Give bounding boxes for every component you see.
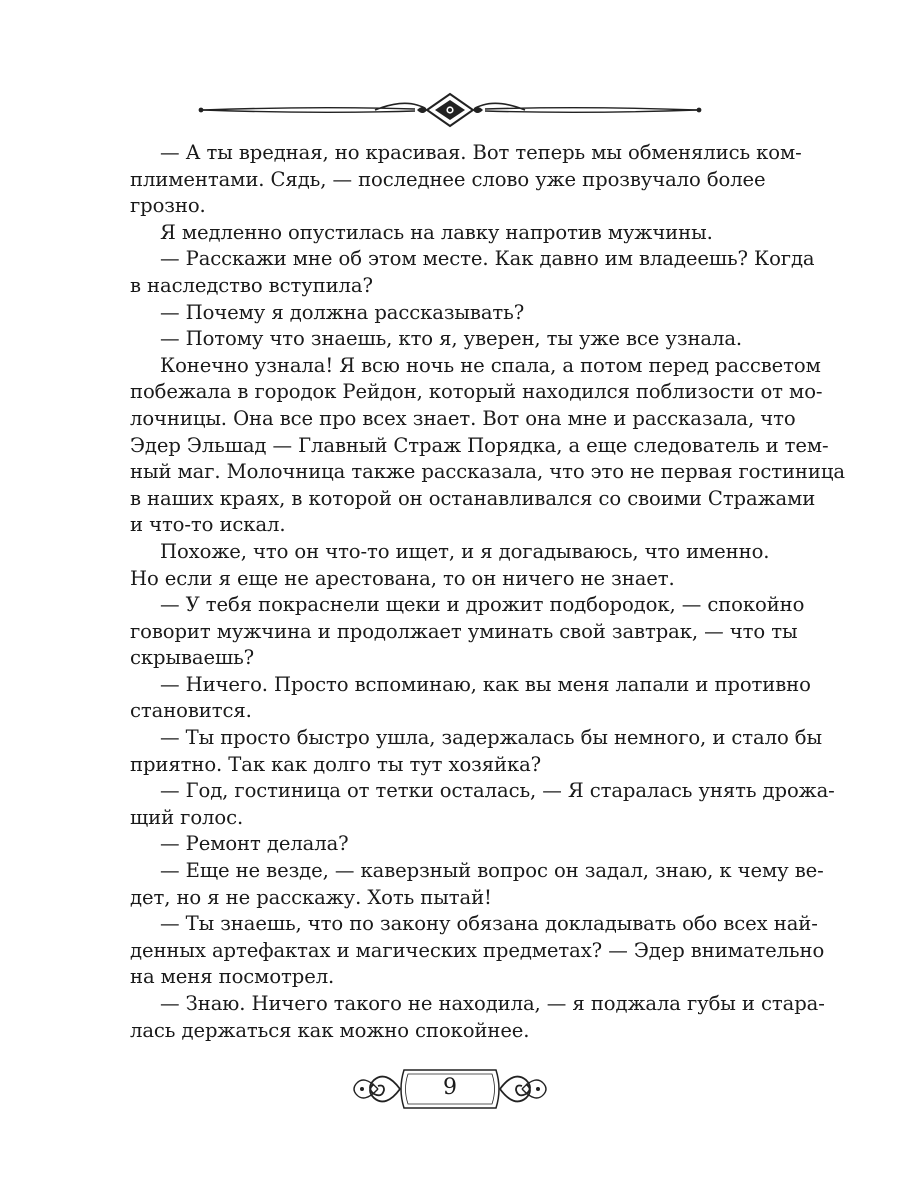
- text-line: дет, но я не расскажу. Хоть пытай!: [130, 885, 492, 909]
- paragraph: [130, 326, 758, 353]
- paragraph: [130, 300, 758, 327]
- text-line: приятно. Так как долго ты тут хозяйка?: [130, 752, 542, 776]
- text-line: Но если я еще не арестована, то он ничего не знает.: [130, 566, 675, 590]
- paragraph: [130, 858, 824, 911]
- text-line: — Потому что знаешь, кто я, уверен, ты уже все узнала.: [160, 327, 743, 351]
- text-line: в наследство вступила?: [130, 273, 373, 297]
- text-line: — Год, гостиница от тетки осталась, — Я старалась унять дрожа-: [160, 779, 835, 803]
- page-number: 9: [443, 1075, 457, 1100]
- text-line: — Еще не везде, — каверзный вопрос он задал, знаю, к чему ве-: [160, 859, 824, 883]
- text-line: — Знаю. Ничего такого не находила, — я поджала губы и стара-: [160, 992, 825, 1015]
- text-line: лась держаться как можно спокойнее.: [130, 1018, 530, 1042]
- text-line: Я медленно опустилась на лавку напротив мужчины.: [160, 220, 713, 244]
- text-line: плиментами. Сядь, — последнее слово уже прозвучало более: [130, 167, 766, 191]
- paragraph: [130, 778, 835, 831]
- paragraph: [130, 539, 770, 592]
- text-line: Похоже, что он что-то ищет, и я догадываюсь, что именно.: [160, 539, 770, 563]
- text-line: становится.: [130, 699, 252, 723]
- text-line: говорит мужчина и продолжает уминать свой завтрак, — что ты: [130, 619, 798, 643]
- text-line: денных артефактах и магических предметах? — Эдер внимательно: [130, 938, 825, 962]
- paragraph: [130, 831, 758, 858]
- paragraph: [130, 246, 815, 299]
- text-line: ный маг. Молочница также рассказала, что это не первая гостиница: [130, 460, 845, 484]
- paragraph: [130, 672, 811, 725]
- text-line: — Ты просто быстро ушла, задержалась бы немного, и стало бы: [160, 726, 822, 750]
- paragraph: [130, 592, 805, 672]
- paragraph: [130, 911, 825, 991]
- text-line: — Ничего. Просто вспоминаю, как вы меня лапали и противно: [160, 672, 811, 696]
- text-line: грозно.: [130, 194, 206, 218]
- text-line: — А ты вредная, но красивая. Вот теперь мы обменялись ком-: [160, 141, 802, 164]
- text-line: щий голос.: [130, 805, 244, 829]
- text-line: — Почему я должна рассказывать?: [160, 300, 525, 324]
- text-line: — Расскажи мне об этом месте. Как давно им владеешь? Когда: [160, 247, 815, 271]
- text-line: — У тебя покраснели щеки и дрожит подбородок, — спокойно: [160, 593, 805, 617]
- paragraph: [130, 725, 822, 778]
- text-line: — Ремонт делала?: [160, 832, 349, 856]
- body-text: [130, 140, 845, 1044]
- text-line: лочницы. Она все про всех знает. Вот она мне и рассказала, что: [130, 406, 796, 430]
- text-line: скрываешь?: [130, 646, 255, 670]
- paragraph: [130, 220, 758, 247]
- text-line: Эдер Эльшад — Главный Страж Порядка, а еще следователь и тем-: [130, 433, 829, 457]
- text-line: Конечно узнала! Я всю ночь не спала, а потом перед рассветом: [160, 353, 821, 377]
- paragraph: [130, 140, 802, 220]
- flourish-divider-icon: [195, 88, 705, 132]
- paragraph: [130, 353, 845, 539]
- paragraph: [130, 991, 825, 1044]
- text-line: на меня посмотрел.: [130, 965, 335, 989]
- text-line: в наших краях, в которой он останавливался со своими Стражами: [130, 486, 816, 510]
- text-line: побежала в городок Рейдон, который находился поблизости от мо-: [130, 380, 823, 404]
- text-line: и что-то искал.: [130, 513, 286, 537]
- text-line: — Ты знаешь, что по закону обязана докладывать обо всех най-: [160, 912, 818, 936]
